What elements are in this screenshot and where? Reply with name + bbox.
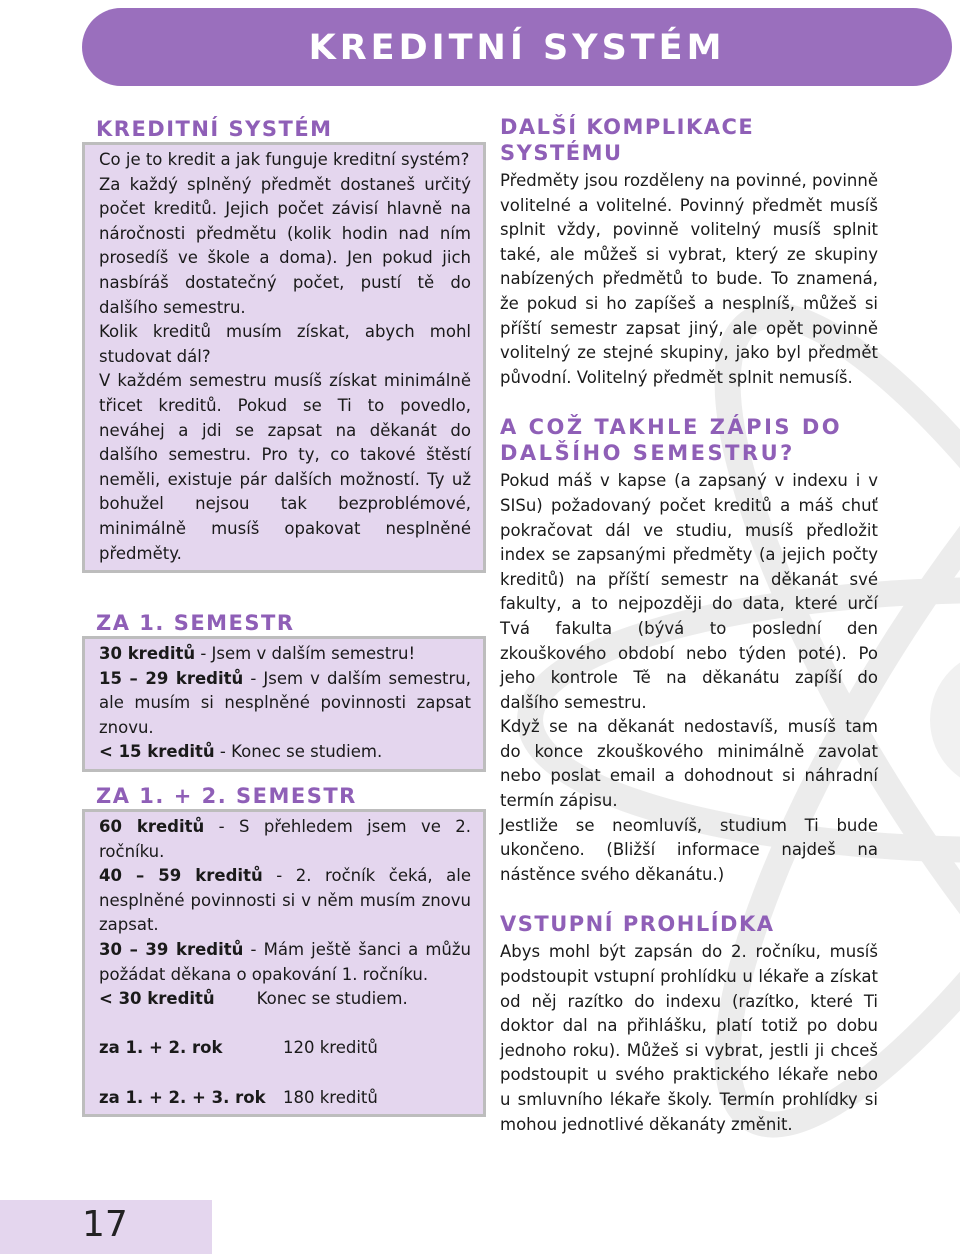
paragraph: V každém semestru musíš získat minimálně třicet kreditů. Pokud se Ti to povedlo, neváhej a jdi se zapsat na děkanát do dalšího semestru. Pro ty, co takové štěstí neměli, existuje pár dalších možností. Ty už bohužel nejsou tak bezproblémové, minimálně musíš opakovat nesplněné předměty. bbox=[99, 371, 471, 563]
section-heading: VSTUPNÍ PROHLÍDKA bbox=[500, 912, 775, 937]
left-section-semester1 bbox=[82, 610, 486, 772]
section-heading: KREDITNÍ SYSTÉM bbox=[96, 117, 333, 141]
credit-rule: < 30 kreditů Konec se studiem. bbox=[99, 989, 408, 1009]
left-section-semester12 bbox=[82, 783, 486, 1117]
header-banner bbox=[82, 8, 952, 86]
credit-rule: 40 – 59 kreditů - 2. ročník čeká, ale nesplněné povinnosti si v něm musím znovu zapsat. bbox=[99, 866, 472, 935]
credit-rule: 60 kreditů - S přehledem jsem ve 2. ročníku. bbox=[99, 817, 471, 861]
paragraph: Když se na děkanát nedostavíš, musíš tam do konce zkouškového minimálně zavolat nebo poslat email a dohodnout si náhradní termín zápisu. bbox=[500, 717, 878, 811]
section-heading: ZA 1. SEMESTR bbox=[96, 611, 295, 635]
paragraph: Předměty jsou rozděleny na povinné, povinně volitelné a volitelné. Povinný předmět musíš splnit vždy, povinně volitelný musíš splnit také, ale můžeš si vybrat, který ze skupiny nabízených předmětů to bude. To znamená, že pokud si ho zapíšeš a nesplníš, můžeš si příští semestr zapsat jiný, ale opět povinně volitelný ze stejné skupiny, jako byl předmět původní. Volitelný předmět splnit nemusíš. bbox=[500, 171, 878, 387]
section-heading: DALŠÍ KOMPLIKACE SYSTÉMU bbox=[500, 115, 755, 165]
section-heading: ZA 1. + 2. SEMESTR bbox=[96, 784, 357, 808]
paragraph: Za každý splněný předmět dostaneš určitý počet kreditů. Jejich počet závisí hlavně na náročnosti předmětu (kolik hodin nad ním prosedíš ve škole a doma). Jen pokud jich nasbíráš dostatečný počet, pustí tě do dalšího semestru. bbox=[99, 174, 471, 317]
section-heading: A COŽ TAKHLE ZÁPIS DO DALŠÍHO SEMESTRU? bbox=[500, 415, 843, 466]
credit-rule: 30 kreditů - Jsem v dalším semestru! bbox=[99, 644, 416, 663]
total-row: za 1. + 2. rok 120 kreditů bbox=[99, 1038, 378, 1058]
info-box bbox=[82, 636, 486, 772]
question: Co je to kredit a jak funguje kreditní systém? bbox=[99, 150, 470, 169]
paragraph: Pokud máš v kapse (a zapsaný v indexu i v SISu) požadovaný počet kreditů a máš chuť pokračovat dál ve studiu, musíš předložit index se zapsanými předměty (a jejich počty kreditů) na příští semestr na děkanát své fakulty, a to nejpozději do data, které určí Tvá fakulta (bývá to poslední den zkouškového období nebo týden poté). Po jeho kontrole Tě na děkanátu zapíší do dalšího semestru. bbox=[500, 471, 878, 712]
total-row: za 1. + 2. + 3. rok 180 kreditů bbox=[99, 1087, 378, 1107]
page-title: KREDITNÍ SYSTÉM bbox=[308, 28, 726, 68]
credit-rule: 15 – 29 kreditů - Jsem v dalším semestru, ale musím si nesplněné povinnosti zapsat znovu. bbox=[99, 668, 472, 737]
question: Kolik kreditů musím získat, abych mohl studovat dál? bbox=[99, 322, 471, 366]
right-column bbox=[500, 114, 878, 1137]
info-box bbox=[82, 142, 486, 573]
left-section-credit-system bbox=[82, 116, 486, 573]
paragraph: Jestliže se neomluvíš, studium Ti bude ukončeno. (Bližší informace najdeš na nástěnce svého děkanátu.) bbox=[500, 815, 878, 884]
page-number-box bbox=[0, 1200, 212, 1254]
paragraph: Abys mohl být zapsán do 2. ročníku, musíš podstoupit vstupní prohlídku u lékaře a získat od něj razítko do indexu (razítko, které Ti doktor dal na přihlášku, platí totiž po dobu jednoho roku). Můžeš si vybrat, jestli ji chceš podstoupit u svého praktického lékaře nebo u smluvního lékaře školy. Termín prohlídky si mohou jednotlivé děkanáty změnit. bbox=[500, 942, 878, 1134]
credit-rule: 30 – 39 kreditů - Mám ještě šanci a můžu požádat děkana o opakování 1. ročníku. bbox=[99, 939, 471, 984]
page-number: 17 bbox=[82, 1204, 128, 1245]
credit-rule: < 15 kreditů - Konec se studiem. bbox=[99, 742, 383, 762]
info-box bbox=[82, 809, 486, 1117]
